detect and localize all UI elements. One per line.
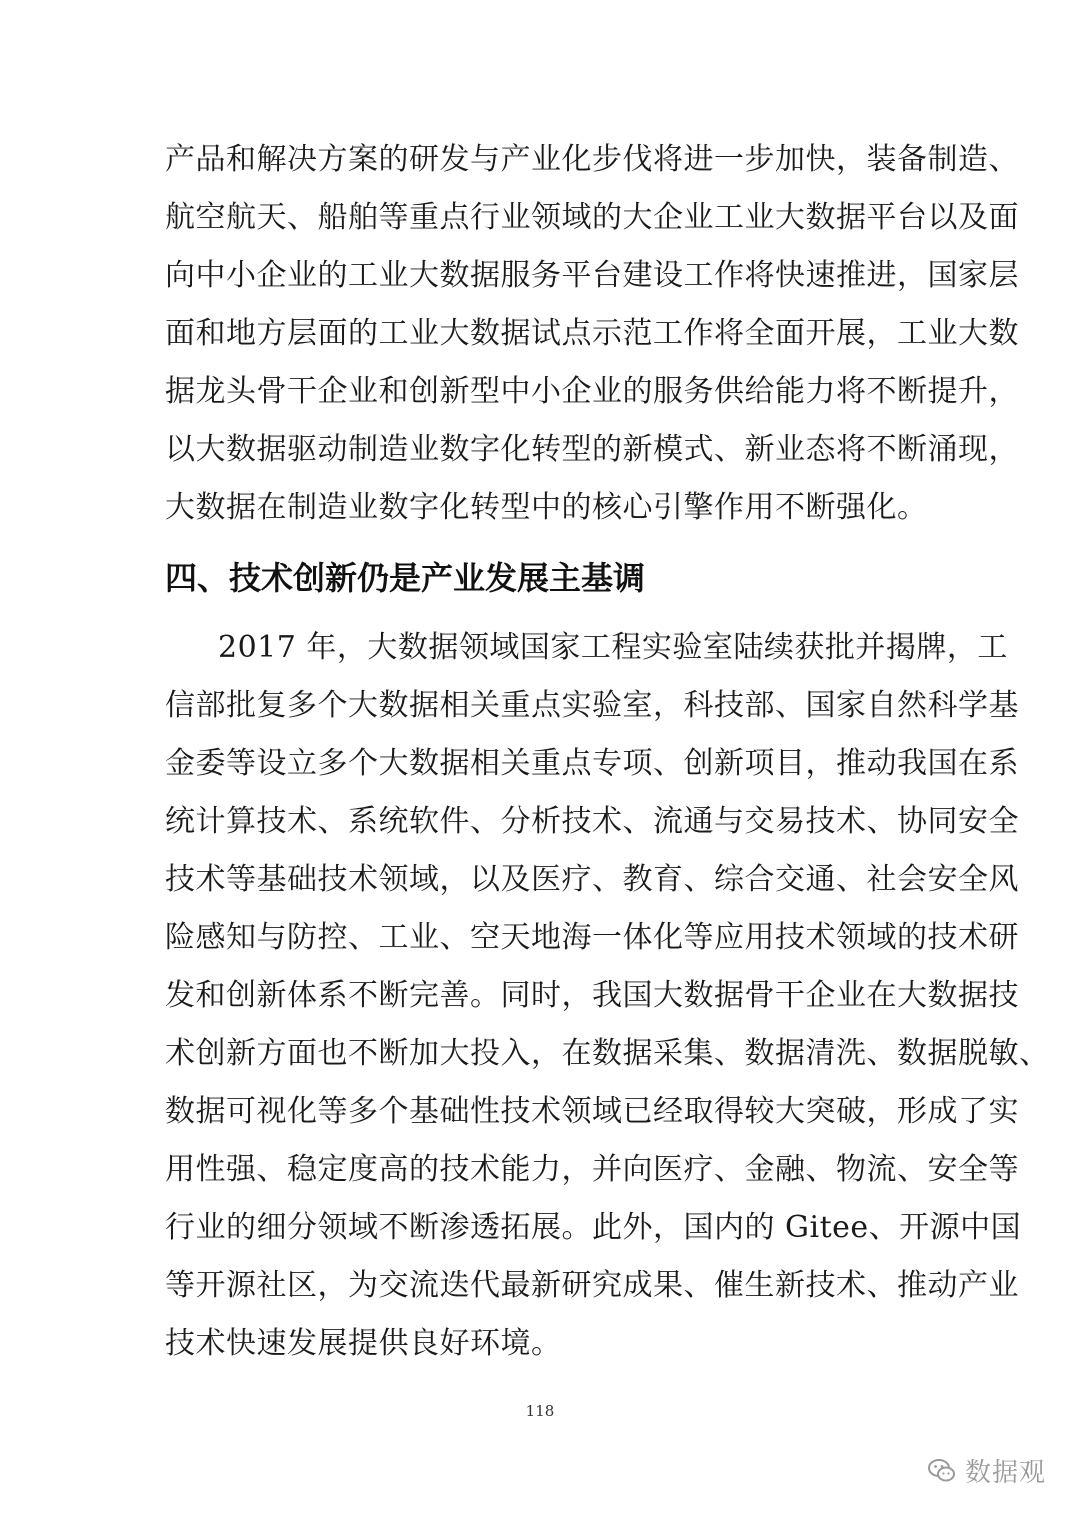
paragraph1-line-4: 面和地方层面的工业大数据试点示范工作将全面开展，工业大数 xyxy=(165,316,1019,351)
paragraph2-line-6: 险感知与防控、工业、空天地海一体化等应用技术领域的技术研 xyxy=(165,920,1019,955)
watermark-text: 数据观 xyxy=(964,1458,1046,1488)
paragraph2-line-8: 术创新方面也不断加大投入，在数据采集、数据清洗、数据脱敏、 xyxy=(165,1036,1050,1071)
watermark xyxy=(927,1452,1046,1489)
paragraph2-line-9: 数据可视化等多个基础性技术领域已经取得较大突破，形成了实 xyxy=(165,1094,1019,1129)
paragraph2-line-10: 用性强、稳定度高的技术能力，并向医疗、金融、物流、安全等 xyxy=(165,1152,1019,1187)
page-number: 118 xyxy=(525,1402,555,1420)
paragraph2-line-12: 等开源社区，为交流迭代最新研究成果、催生新技术、推动产业 xyxy=(165,1268,1019,1303)
paragraph1-line-5: 据龙头骨干企业和创新型中小企业的服务供给能力将不断提升， xyxy=(165,374,1019,409)
paragraph2-line-3: 金委等设立多个大数据相关重点专项、创新项目，推动我国在系 xyxy=(165,746,1019,781)
paragraph2-line-13: 技术快速发展提供良好环境。 xyxy=(165,1326,562,1361)
section-heading: 四、技术创新仍是产业发展主基调 xyxy=(165,559,646,597)
paragraph1-line-7: 大数据在制造业数字化转型中的核心引擎作用不断强化。 xyxy=(165,490,928,525)
paragraph1-line-1: 产品和解决方案的研发与产业化步伐将进一步加快，装备制造、 xyxy=(165,142,1019,177)
paragraph1-line-2: 航空航天、船舶等重点行业领域的大企业工业大数据平台以及面 xyxy=(165,200,1019,235)
paragraph1-line-6: 以大数据驱动制造业数字化转型的新模式、新业态将不断涌现， xyxy=(165,432,1019,467)
paragraph2-line-5: 技术等基础技术领域，以及医疗、教育、综合交通、社会安全风 xyxy=(165,862,1019,897)
wechat-account-icon xyxy=(927,1456,957,1486)
paragraph2-line-2: 信部批复多个大数据相关重点实验室，科技部、国家自然科学基 xyxy=(165,688,1019,723)
paragraph2-line-1: 2017 年，大数据领域国家工程实验室陆续获批并揭牌，工 xyxy=(218,630,1008,665)
paragraph1-line-3: 向中小企业的工业大数据服务平台建设工作将快速推进，国家层 xyxy=(165,258,1019,293)
paragraph2-line-7: 发和创新体系不断完善。同时，我国大数据骨干企业在大数据技 xyxy=(165,978,1019,1013)
paragraph2-line-11: 行业的细分领域不断渗透拓展。此外，国内的 Gitee、开源中国 xyxy=(165,1210,1022,1245)
paragraph2-line-4: 统计算技术、系统软件、分析技术、流通与交易技术、协同安全 xyxy=(165,804,1019,839)
